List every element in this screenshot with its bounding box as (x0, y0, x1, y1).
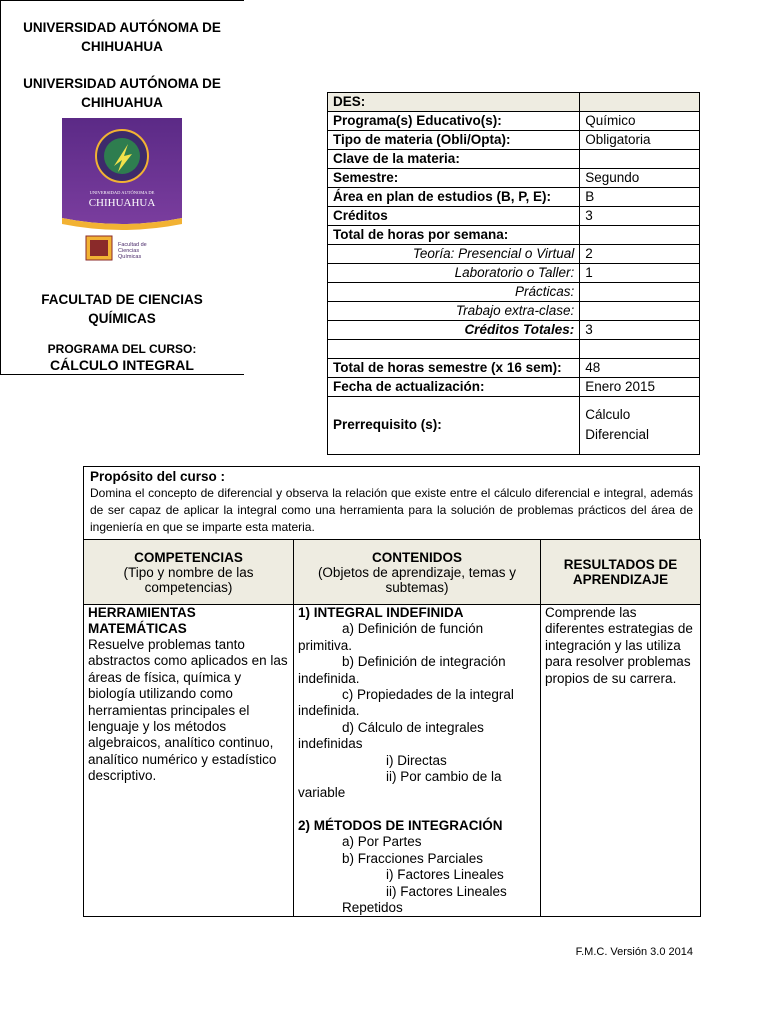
university2-line1: UNIVERSIDAD AUTÓNOMA DE (23, 76, 221, 91)
contenidos-header (294, 540, 541, 605)
logo-faculty-line2: Ciencias (118, 248, 140, 254)
unit2-item-b: b) Fracciones Parciales (342, 850, 484, 866)
faculty-logo (62, 118, 182, 280)
clave-value (580, 150, 700, 169)
course-name: CÁLCULO INTEGRAL (50, 357, 194, 373)
fecha-label: Fecha de actualización: (328, 377, 580, 396)
faculty-name (0, 290, 244, 328)
horas-semana-label: Total de horas por semana: (328, 226, 580, 245)
resultados-header (541, 540, 701, 605)
des-label: DES: (328, 93, 580, 112)
logo-faculty-line1: Facultad de (118, 242, 147, 248)
tipo-value: Obligatoria (580, 131, 700, 150)
competencias-title: COMPETENCIAS (134, 549, 243, 565)
unit1-item-d: d) Cálculo de integrales (342, 719, 484, 735)
competencias-body-row (84, 605, 701, 917)
competencias-table (83, 539, 701, 917)
unit1-title: 1) INTEGRAL INDEFINIDA (298, 605, 464, 620)
logo-university-big: CHIHUAHUA (88, 197, 156, 209)
info-row-des (328, 93, 700, 112)
extra-value (580, 302, 700, 321)
university2-line2: CHIHUAHUA (81, 95, 163, 110)
competencias-subtitle: (Tipo y nombre de las competencias) (123, 564, 254, 595)
info-row-horas-semana (328, 226, 700, 245)
info-row-area (328, 188, 700, 207)
competencias-header (84, 540, 294, 605)
unit2-subitem-ii-cont: Repetidos (342, 899, 403, 915)
practicas-value (580, 283, 700, 302)
unit2-subitem-ii: ii) Factores Lineales (386, 883, 507, 899)
tipo-label: Tipo de materia (Obli/Opta): (328, 131, 580, 150)
blank-label (328, 340, 580, 359)
comp-heading: HERRAMIENTAS MATEMÁTICAS (88, 605, 196, 636)
prerreq-label: Prerrequisito (s): (328, 396, 580, 454)
unit1-subitem-i: i) Directas (386, 752, 447, 768)
blank-value (580, 340, 700, 359)
programa-label: Programa(s) Educativo(s): (328, 112, 580, 131)
institution-block (0, 0, 244, 375)
program-label: PROGRAMA DEL CURSO: (47, 342, 197, 356)
faculty-line2: QUÍMICAS (88, 311, 156, 326)
info-row-lab (328, 264, 700, 283)
programa-value: Químico (580, 112, 700, 131)
horas-semestre-label: Total de horas semestre (x 16 sem): (328, 358, 580, 377)
faculty-line1: FACULTAD DE CIENCIAS (41, 292, 203, 307)
area-value: B (580, 188, 700, 207)
resultados-title: RESULTADOS DE APRENDIZAJE (563, 557, 678, 587)
info-row-fecha (328, 377, 700, 396)
unit1-item-b: b) Definición de integración (342, 654, 506, 670)
university-line1: UNIVERSIDAD AUTÓNOMA DE (23, 20, 221, 35)
logo-faculty-line3: Químicas (118, 254, 142, 260)
practicas-label: Prácticas: (328, 283, 580, 302)
lab-value: 1 (580, 264, 700, 283)
semestre-label: Semestre: (328, 169, 580, 188)
unit1-item-c: c) Propiedades de la integral (342, 687, 514, 703)
creditos-label: Créditos (328, 207, 580, 226)
prerreq-value (580, 396, 700, 454)
info-row-extra (328, 302, 700, 321)
info-row-blank (328, 340, 700, 359)
fecha-value: Enero 2015 (580, 377, 700, 396)
university-name (0, 18, 244, 56)
university-name-2 (0, 74, 244, 112)
unit2-item-a: a) Por Partes (342, 834, 422, 850)
lab-label: Laboratorio o Taller: (328, 264, 580, 283)
resultados-text: Comprende las diferentes estrategias de integración y las utiliza para resolver problemas propios de su carrera. (545, 605, 693, 686)
unit1-item-c-cont: indefinida. (298, 703, 360, 719)
des-value (580, 93, 700, 112)
unit1-item-d-cont: indefinidas (298, 736, 363, 752)
unit1-subitem-ii-cont: variable (298, 785, 346, 801)
info-row-practicas (328, 283, 700, 302)
spacer (298, 802, 536, 818)
info-row-teoria (328, 245, 700, 264)
info-row-prerreq (328, 396, 700, 454)
contenidos-cell (294, 605, 541, 917)
horas-semana-value (580, 226, 700, 245)
resultados-cell (541, 605, 701, 917)
info-row-programa (328, 112, 700, 131)
info-row-semestre (328, 169, 700, 188)
course-purpose (83, 466, 700, 540)
info-row-creditos-totales (328, 321, 700, 340)
unit1-item-a-cont: primitiva. (298, 637, 353, 653)
contenidos-title: CONTENIDOS (371, 549, 462, 565)
unit2-title: 2) MÉTODOS DE INTEGRACIÓN (298, 817, 503, 833)
unit1-item-a: a) Definición de función (342, 621, 484, 637)
info-row-tipo (328, 131, 700, 150)
prerreq-value-line1: Cálculo (585, 407, 631, 422)
clave-label: Clave de la materia: (328, 150, 580, 169)
contenidos-subtitle: (Objetos de aprendizaje, temas y subtemas) (317, 564, 517, 595)
extra-label: Trabajo extra-clase: (328, 302, 580, 321)
creditos-value: 3 (580, 207, 700, 226)
creditos-totales-value: 3 (580, 321, 700, 340)
prerreq-value-line2: Diferencial (585, 427, 649, 442)
course-info-table (327, 92, 700, 455)
comp-body: Resuelve problemas tanto abstractos como aplicados en las áreas de física, química y biología utilizando como herramientas principales el lenguaje y los métodos algebraicos, analítico continuo, analítico numérico y estadístico descriptivo. (88, 637, 288, 784)
info-row-horas-semestre (328, 358, 700, 377)
teoria-label: Teoría: Presencial o Virtual (328, 245, 580, 264)
area-label: Área en plan de estudios (B, P, E): (328, 188, 580, 207)
logo-university-small: UNIVERSIDAD AUTÓNOMA DE (89, 190, 155, 195)
teoria-value: 2 (580, 245, 700, 264)
unit1-item-b-cont: indefinida. (298, 670, 360, 686)
info-row-clave (328, 150, 700, 169)
purpose-title: Propósito del curso : (90, 469, 226, 484)
creditos-totales-label: Créditos Totales: (328, 321, 580, 340)
university-line2: CHIHUAHUA (81, 39, 163, 54)
semestre-value: Segundo (580, 169, 700, 188)
competencias-cell (84, 605, 294, 917)
unit1-subitem-ii: ii) Por cambio de la (386, 769, 502, 785)
horas-semestre-value: 48 (580, 358, 700, 377)
unit2-subitem-i: i) Factores Lineales (386, 867, 504, 883)
info-row-creditos (328, 207, 700, 226)
footer-version: F.M.C. Versión 3.0 2014 (575, 946, 693, 958)
purpose-body: Domina el concepto de diferencial y observa la relación que existe entre el cálculo diferencial e integral, además de ser capaz de aplicar la integral como una herramienta para la solución de problemas prácticos del área de ingeniería en que se imparte esta materia. (90, 486, 693, 534)
competencias-header-row (84, 540, 701, 605)
